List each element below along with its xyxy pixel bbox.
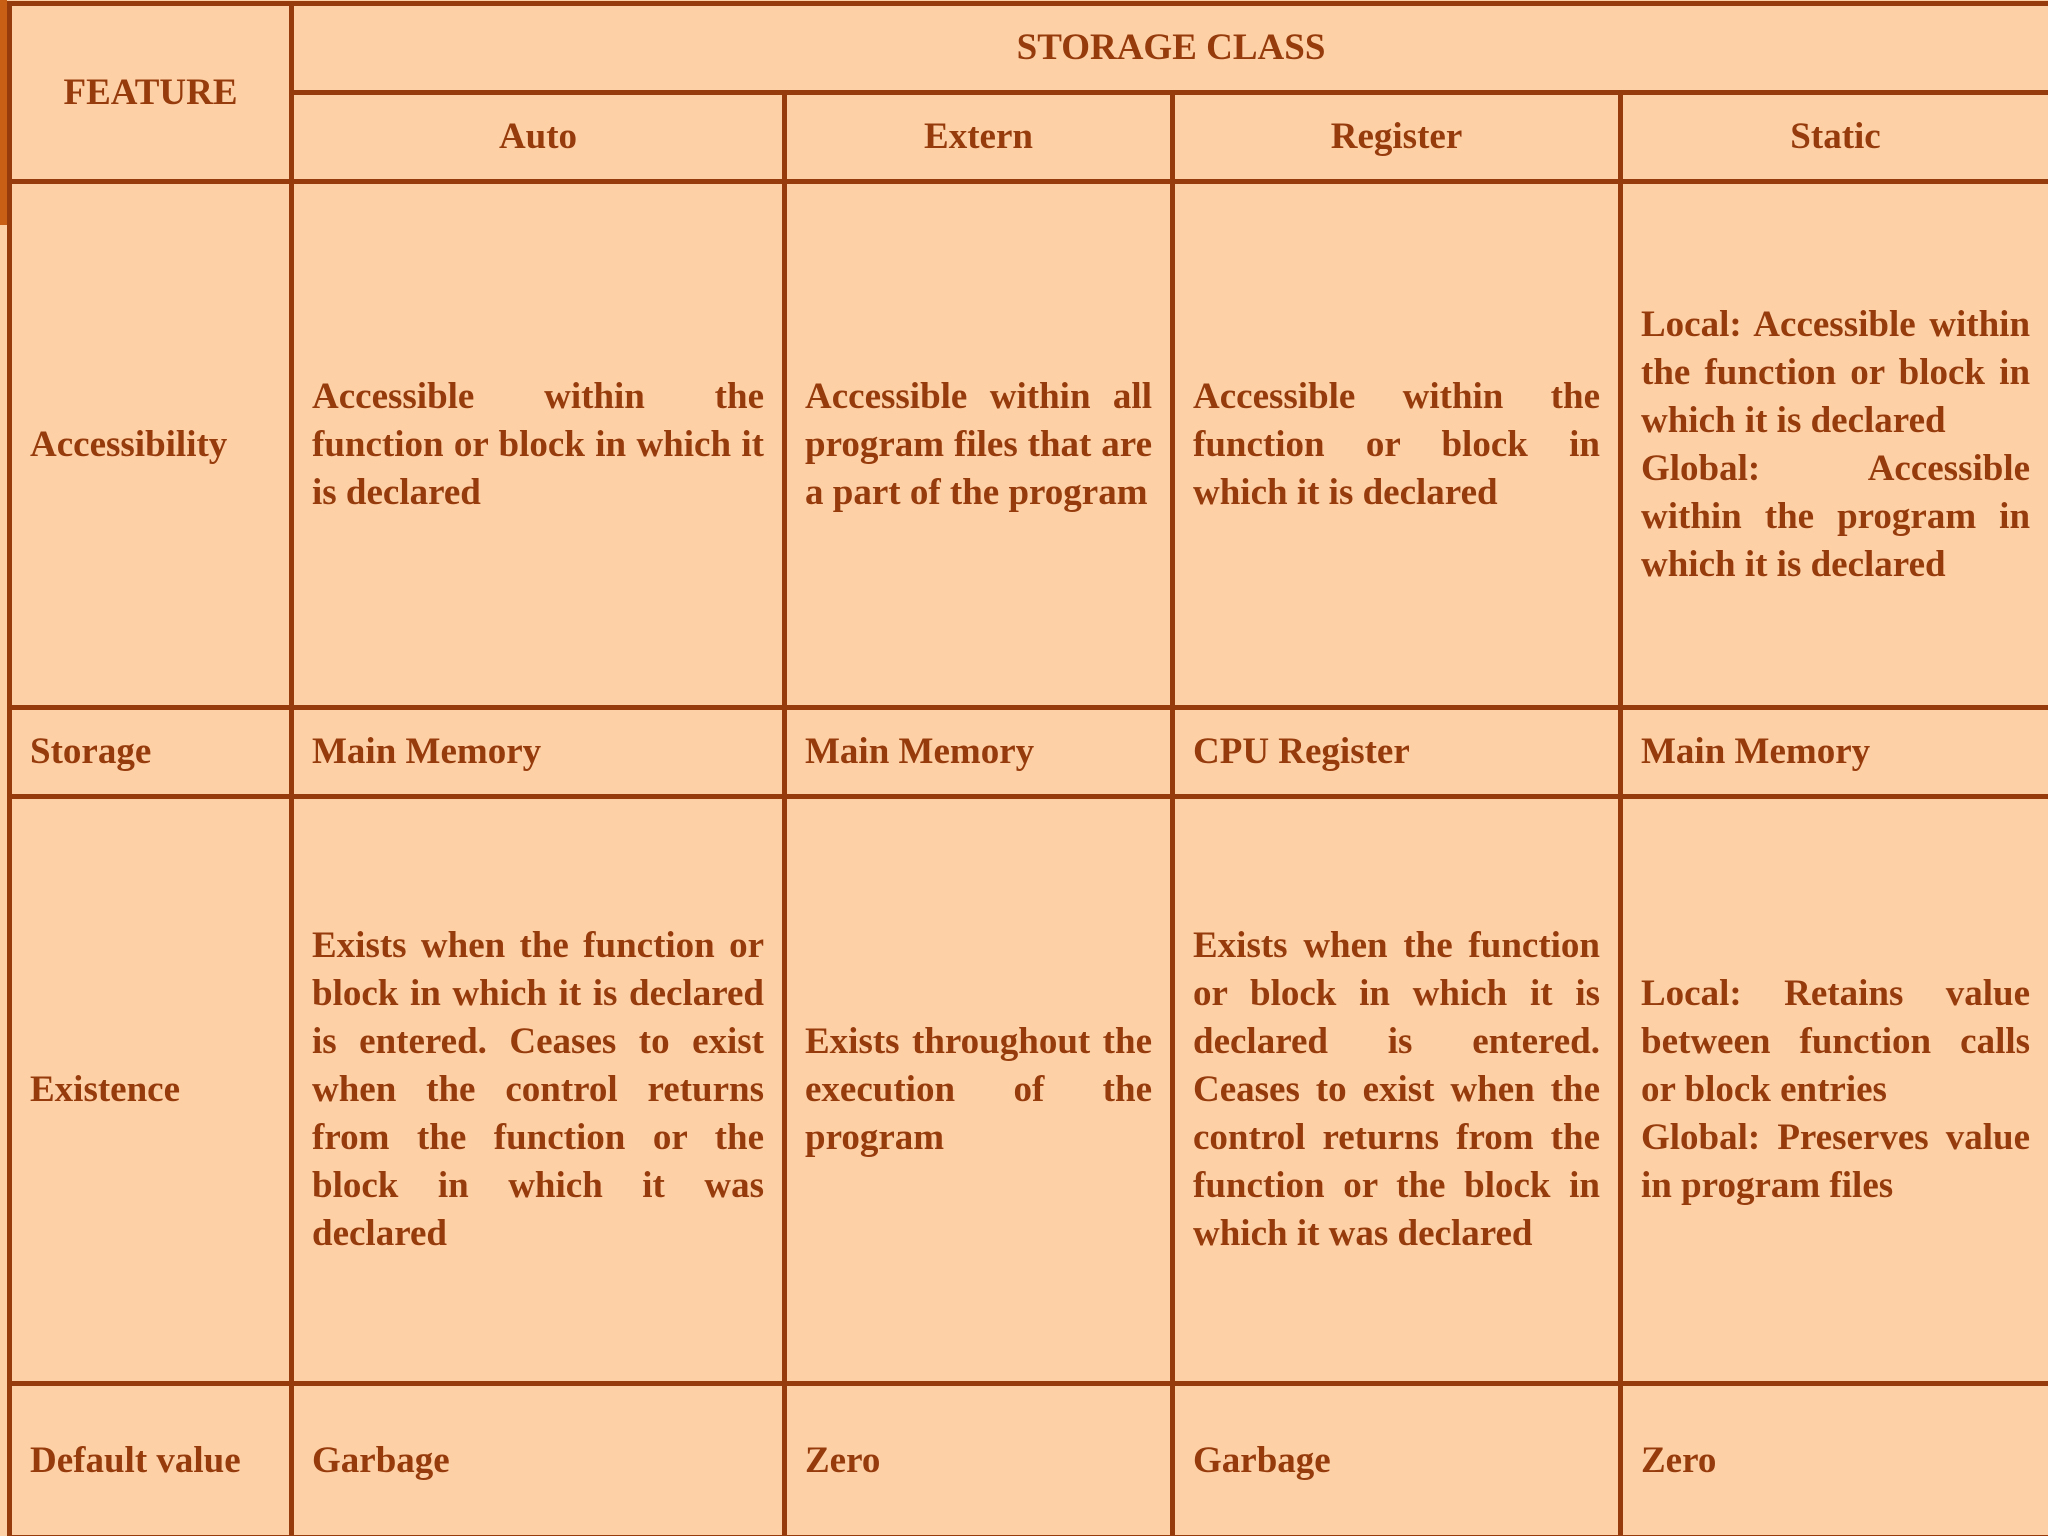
cell-default-static: Zero — [1621, 1384, 2048, 1536]
cell-existence-auto: Exists when the function or block in which it is declared is entered. Ceases to exist when the control returns from the function or the block in which it was declared — [292, 797, 785, 1384]
storage-class-table — [7, 1, 2048, 1536]
header-row-group — [10, 4, 2048, 93]
cell-storage-auto: Main Memory — [292, 708, 785, 797]
accessibility-static-local: Local: Accessible within the function or block in which it is declared — [1641, 303, 2031, 441]
cell-existence-static — [1621, 797, 2048, 1384]
column-header-extern: Extern — [785, 93, 1173, 182]
cell-default-extern: Zero — [785, 1384, 1173, 1536]
table-row-existence — [10, 797, 2048, 1384]
cell-default-register: Garbage — [1173, 1384, 1621, 1536]
storage-class-header: STORAGE CLASS — [292, 4, 2048, 93]
table-row-accessibility — [10, 182, 2048, 708]
cell-default-auto: Garbage — [292, 1384, 785, 1536]
row-label-accessibility: Accessibility — [10, 182, 292, 708]
column-header-auto: Auto — [292, 93, 785, 182]
existence-static-global: Global: Preserves value in program files — [1641, 1117, 2031, 1206]
cell-storage-register: CPU Register — [1173, 708, 1621, 797]
cell-existence-extern: Exists throughout the execution of the program — [785, 797, 1173, 1384]
accent-bar — [0, 0, 7, 225]
header-row-columns — [10, 93, 2048, 182]
table-row-storage — [10, 708, 2048, 797]
cell-accessibility-register: Accessible within the function or block in which it is declared — [1173, 182, 1621, 708]
row-label-default-value: Default value — [10, 1384, 292, 1536]
cell-accessibility-static — [1621, 182, 2048, 708]
row-label-existence: Existence — [10, 797, 292, 1384]
accessibility-static-global: Global: Accessible within the program in which it is declared — [1641, 447, 2031, 585]
column-header-static: Static — [1621, 93, 2048, 182]
existence-static-local: Local: Retains value between function calls or block entries — [1641, 973, 2031, 1110]
cell-accessibility-auto: Accessible within the function or block in which it is declared — [292, 182, 785, 708]
column-header-register: Register — [1173, 93, 1621, 182]
cell-accessibility-extern: Accessible within all program files that are a part of the program — [785, 182, 1173, 708]
table-row-default-value — [10, 1384, 2048, 1536]
row-label-storage: Storage — [10, 708, 292, 797]
feature-header: FEATURE — [10, 4, 292, 182]
cell-storage-extern: Main Memory — [785, 708, 1173, 797]
cell-storage-static: Main Memory — [1621, 708, 2048, 797]
cell-existence-register: Exists when the function or block in which it is declared is entered. Ceases to exist when the control returns from the function or the block in which it was declared — [1173, 797, 1621, 1384]
